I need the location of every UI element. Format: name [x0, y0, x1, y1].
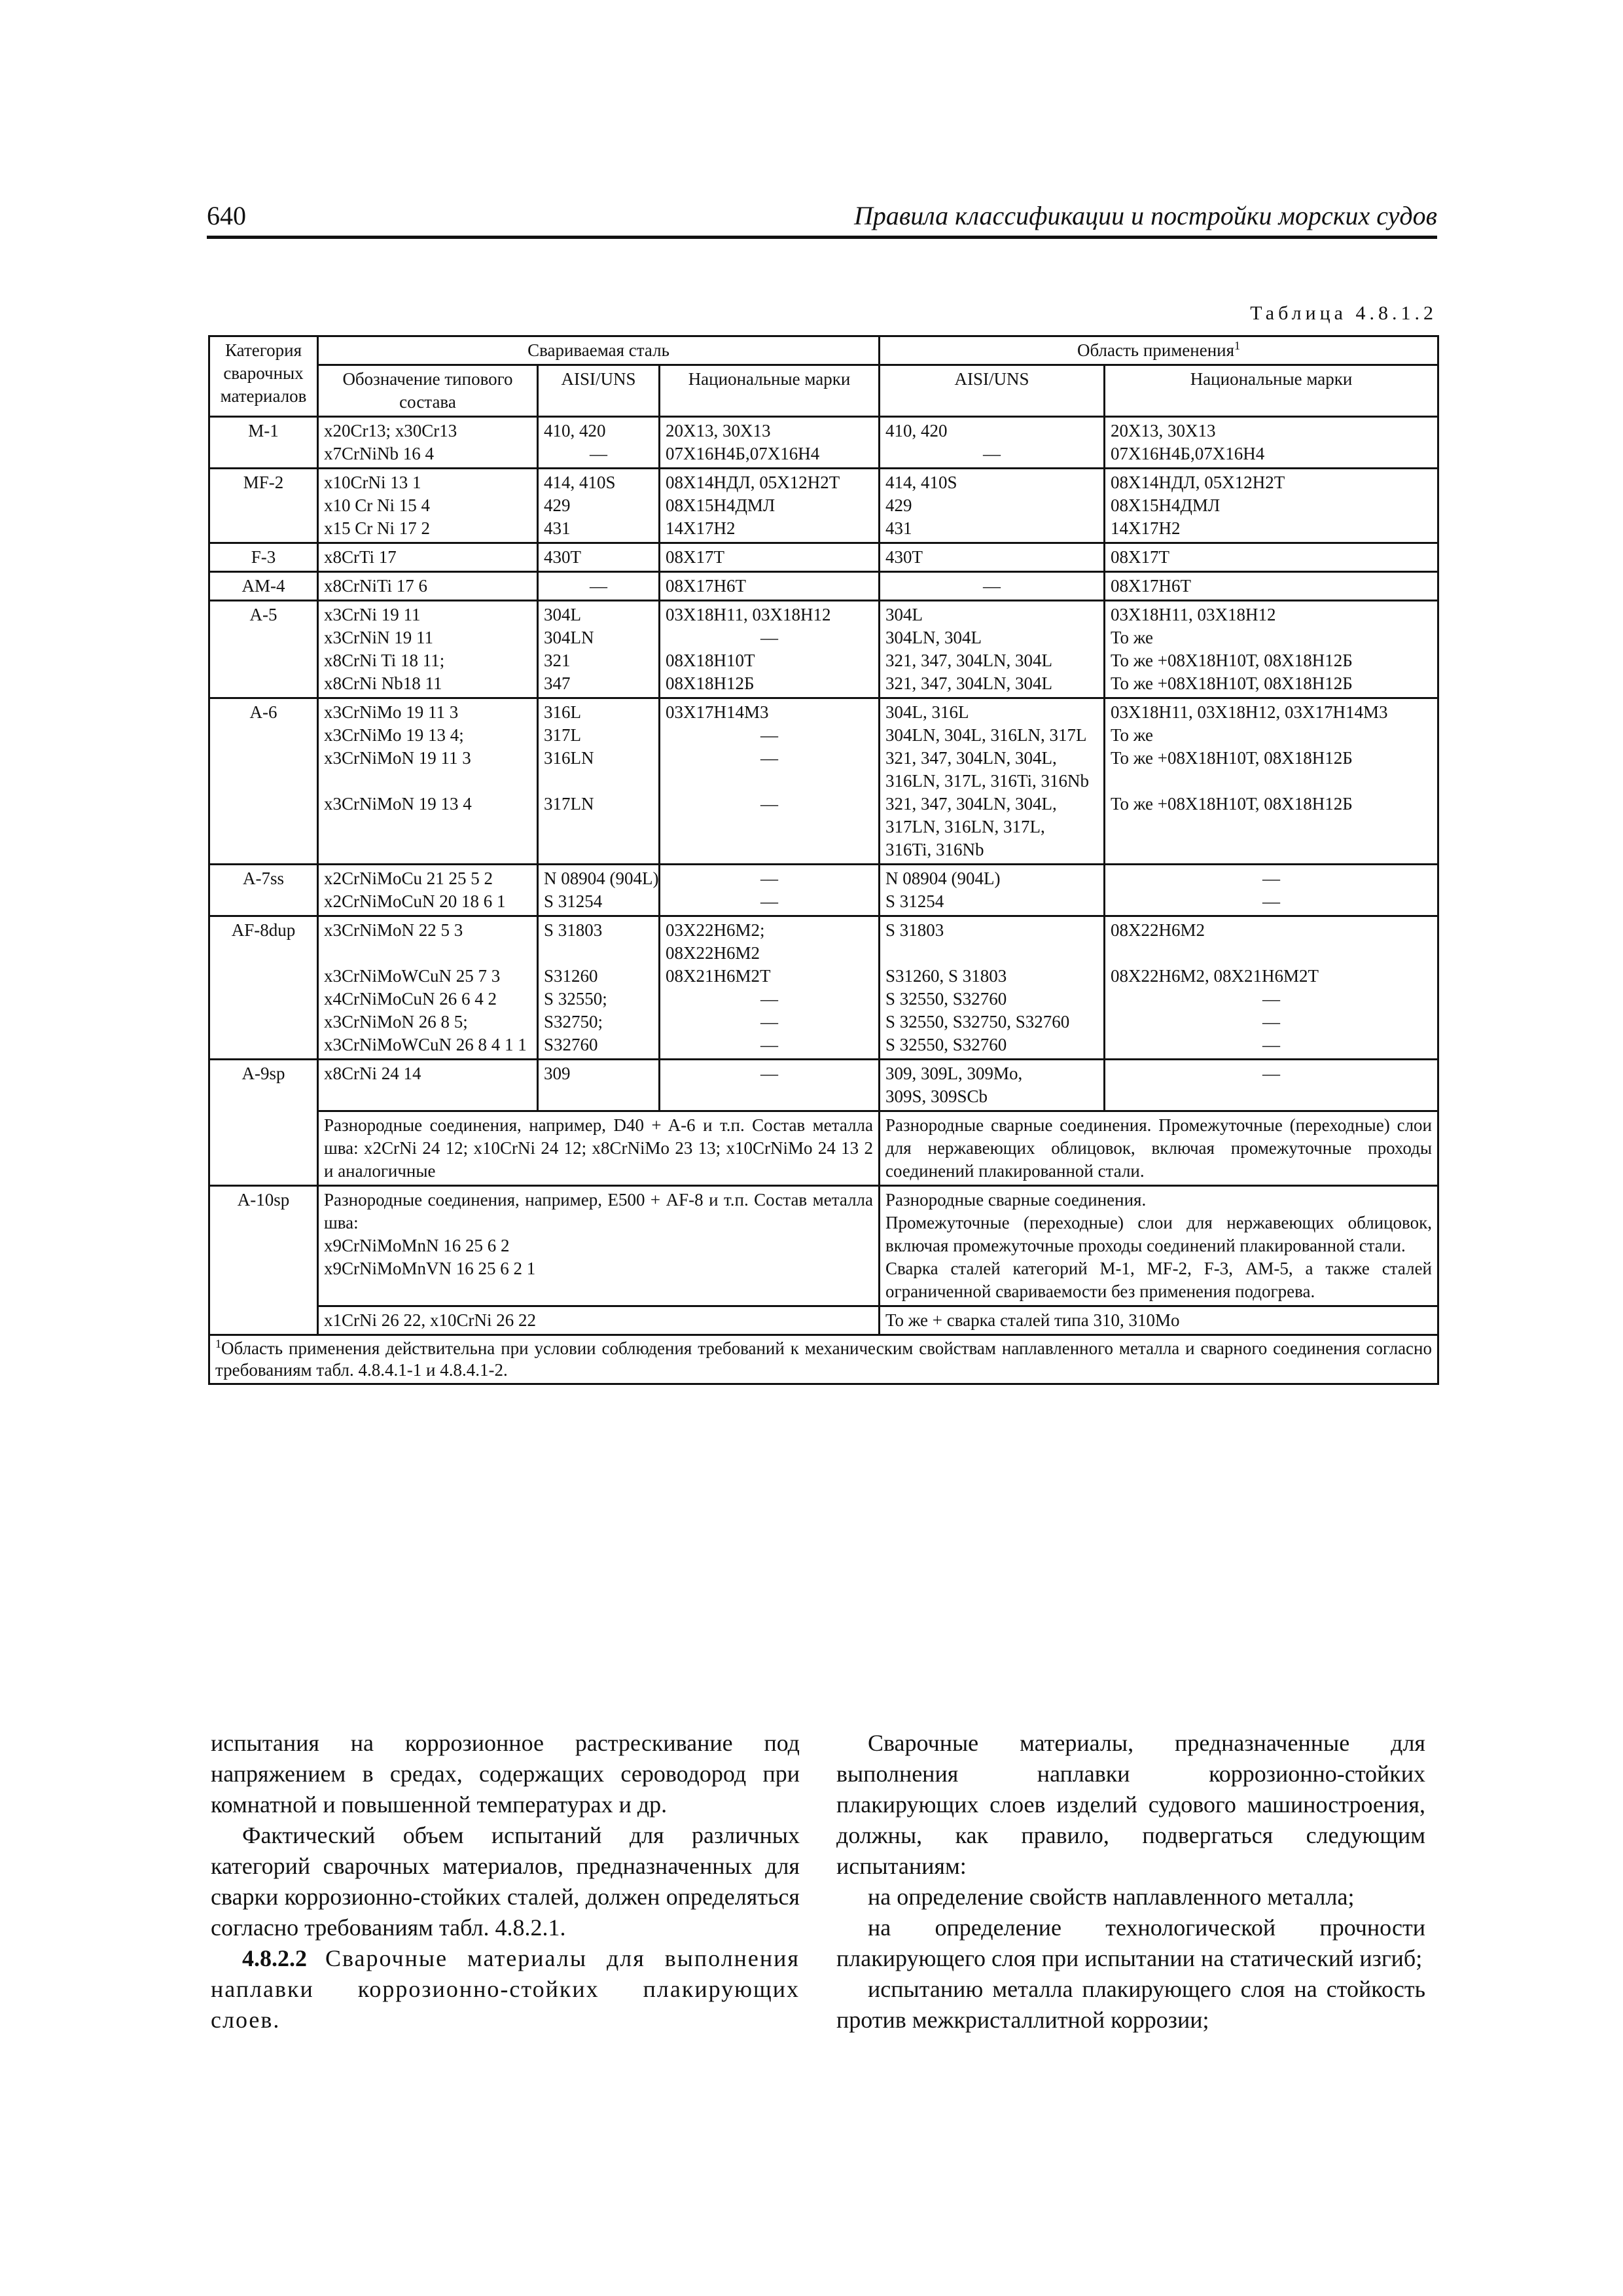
- cell-line: S 32550, S32760: [885, 1035, 1007, 1054]
- cell-line: S 32550, S32760: [885, 989, 1007, 1009]
- cell-line: То же: [1111, 725, 1153, 745]
- table-caption: Таблица 4.8.1.2: [1250, 302, 1437, 324]
- cell-line: 321, 347, 304LN, 304L,: [885, 794, 1057, 814]
- table-row: [209, 1111, 1438, 1186]
- cell-line: S32750;: [544, 1012, 603, 1031]
- cell-line: —: [760, 725, 778, 745]
- left-paragraph-2: Фактический объем испытаний для различных категорий сварочных материалов, предназначенных для сварки коррозионно-стойких сталей, должен определяться согласно требованиям табл. 4.8.2.1.: [211, 1822, 800, 1941]
- right-paragraph-1: Сварочные материалы, предназначенные для выполнения наплавки коррозионно-стойких плакирующих слоев изделий судового машиностроения, должны, как правило, подвергаться следующим испытаниям:: [836, 1730, 1425, 1879]
- cell-line: S 32550, S32750, S32760: [885, 1012, 1070, 1031]
- cell-line: x9CrNiMoMnN 16 25 6 2: [324, 1236, 510, 1255]
- cell-line: —: [1262, 1035, 1280, 1054]
- cell-line: —: [1262, 989, 1280, 1009]
- cell-line: 08Х15Н4ДМЛ: [1111, 495, 1221, 515]
- welding-materials-table: [208, 335, 1439, 1385]
- app-national-cell: [1105, 698, 1438, 865]
- cell-line: S 31803: [885, 920, 944, 940]
- category-cell: AM-4: [209, 572, 318, 601]
- footnote-mark: 1: [1234, 339, 1241, 352]
- cell-line: x3CrNiMoN 22 5 3: [324, 920, 463, 940]
- cell-line: 08Х17Т: [666, 547, 724, 567]
- cell-line: 08Х14НДЛ, 05Х12Н2Т: [666, 473, 840, 492]
- national-cell: [660, 601, 880, 698]
- cell-line: 431: [544, 518, 571, 538]
- category-cell: AF-8dup: [209, 916, 318, 1060]
- dissimilar-application-cell: Разнородные сварные соединения. Промежуточные (переходные) слои для нержавеющих облицовок, включая промежуточные проходы соединений плакированной стали.: [880, 1111, 1438, 1186]
- cell-line: [1111, 770, 1432, 793]
- cell-line: 07Х16Н4Б,07Х16Н4: [1111, 444, 1265, 463]
- category-cell: A-5: [209, 601, 318, 698]
- app-aisi-cell: [880, 865, 1105, 916]
- cell-line: 08Х22Н6М2: [1111, 920, 1205, 940]
- cell-line: [544, 816, 653, 838]
- cell-line: x20Cr13; x30Cr13: [324, 421, 457, 440]
- app-national-cell: [1105, 916, 1438, 1060]
- composition-cell: [318, 417, 538, 469]
- app-aisi-cell: [880, 601, 1105, 698]
- cell-line: 317L: [544, 725, 581, 745]
- composition-cell: [318, 865, 538, 916]
- cell-line: 321, 347, 304LN, 304L,: [885, 748, 1057, 768]
- header-welded-steel: Свариваемая сталь: [318, 336, 880, 365]
- table-row: [209, 916, 1438, 1060]
- cell-line: S 31803: [544, 920, 603, 940]
- cell-line: [324, 770, 531, 793]
- cell-line: 08Х22Н6М2: [666, 943, 760, 963]
- cell-line: 14Х17Н2: [1111, 518, 1181, 538]
- national-cell: [660, 469, 880, 543]
- cell-line: [666, 816, 873, 838]
- composition-cell: [318, 572, 538, 601]
- cell-line: x10CrNi 13 1: [324, 473, 421, 492]
- cell-line: x3CrNiMoWCuN 25 7 3: [324, 966, 501, 986]
- cell-line: [1111, 838, 1432, 861]
- cell-line: x15 Cr Ni 17 2: [324, 518, 430, 538]
- cell-line: 414, 410S: [544, 473, 616, 492]
- cell-line: [1111, 942, 1432, 965]
- app-aisi-cell: [880, 916, 1105, 1060]
- composition-cell: [318, 469, 538, 543]
- category-cell: MF-2: [209, 469, 318, 543]
- cell-line: 429: [885, 495, 912, 515]
- cell-line: То же: [1111, 628, 1153, 647]
- cell-line: —: [760, 794, 778, 814]
- cell-line: [885, 942, 1098, 965]
- cell-line: —: [983, 576, 1001, 596]
- cell-line: S 32550;: [544, 989, 607, 1009]
- cell-line: 430T: [885, 547, 923, 567]
- app-aisi-cell: [880, 572, 1105, 601]
- footnote-number: 1: [215, 1337, 221, 1350]
- cell-line: Сварка сталей категорий М-1, MF-2, F-3, АМ-5, а также сталей ограниченной свариваемости без применения подогрева.: [885, 1259, 1432, 1301]
- cell-line: —: [760, 989, 778, 1009]
- cell-line: Разнородные сварные соединения.: [885, 1190, 1147, 1210]
- right-paragraph-3: на определение технологической прочности плакирующего слоя при испытании на статический изгиб;: [836, 1914, 1425, 1971]
- cell-line: 304L, 316L: [885, 702, 969, 722]
- running-title: Правила классификации и постройки морских судов: [853, 201, 1437, 230]
- left-paragraph-3: [211, 1943, 800, 2036]
- app-aisi-cell: [880, 417, 1105, 469]
- cell-line: x8CrNiTi 17 6: [324, 576, 428, 596]
- cell-line: 08Х15Н4ДМЛ: [666, 495, 776, 515]
- cell-line: 03Х18Н11, 03Х18Н12: [666, 605, 831, 624]
- cell-line: x10 Cr Ni 15 4: [324, 495, 430, 515]
- cell-line: x3CrNiMoN 26 8 5;: [324, 1012, 468, 1031]
- cell-line: —: [760, 748, 778, 768]
- national-cell: [660, 698, 880, 865]
- cell-line: x2CrNiMoCuN 20 18 6 1: [324, 891, 506, 911]
- section-number: 4.8.2.2: [242, 1945, 307, 1971]
- cell-line: 309S, 309SCb: [885, 1086, 988, 1106]
- cell-line: —: [590, 576, 607, 596]
- cell-line: S32760: [544, 1035, 598, 1054]
- cell-line: 304LN, 304L, 316LN, 317L: [885, 725, 1087, 745]
- aisi-cell: [538, 417, 660, 469]
- aisi-cell: [538, 698, 660, 865]
- cell-line: 431: [885, 518, 912, 538]
- cell-line: 321, 347, 304LN, 304L: [885, 673, 1052, 693]
- cell-line: [666, 838, 873, 861]
- table-row: [209, 572, 1438, 601]
- cell-line: x4CrNiMoCuN 26 6 4 2: [324, 989, 497, 1009]
- app-national-cell: [1105, 469, 1438, 543]
- cell-line: [544, 838, 653, 861]
- national-cell: [660, 572, 880, 601]
- extra-application-cell: То же + сварка сталей типа 310, 310Mo: [880, 1306, 1438, 1335]
- aisi-cell: [538, 865, 660, 916]
- cell-line: x3CrNiMo 19 13 4;: [324, 725, 464, 745]
- table-row: [209, 865, 1438, 916]
- cell-line: 08Х17Н6Т: [1111, 576, 1191, 596]
- cell-line: [1111, 816, 1432, 838]
- table-row: [209, 601, 1438, 698]
- cell-line: x9CrNiMoMnVN 16 25 6 2 1: [324, 1259, 536, 1278]
- cell-line: [544, 770, 653, 793]
- cell-line: 08Х18Н12Б: [666, 673, 755, 693]
- header-type-composition: Обозначение типового состава: [318, 365, 538, 417]
- cell-line: —: [760, 1012, 778, 1031]
- cell-line: N 08904 (904L): [544, 869, 659, 888]
- cell-line: 08Х17Н6Т: [666, 576, 746, 596]
- table-row: [209, 417, 1438, 469]
- cell-line: 03Х22Н6М2;: [666, 920, 765, 940]
- cell-line: N 08904 (904L): [885, 869, 1001, 888]
- cell-line: —: [760, 1035, 778, 1054]
- composition-cell: [318, 916, 538, 1060]
- cell-line: [544, 942, 653, 965]
- app-national-cell: [1105, 865, 1438, 916]
- cell-line: x2CrNiMoCu 21 25 5 2: [324, 869, 493, 888]
- cell-line: 304LN: [544, 628, 594, 647]
- table-row: [209, 1186, 1438, 1306]
- page-number: 640: [207, 201, 246, 230]
- header-aisi-uns: AISI/UNS: [538, 365, 660, 417]
- cell-line: 410, 420: [544, 421, 606, 440]
- right-paragraph-4: испытанию металла плакирующего слоя на стойкость против межкристаллитной коррозии;: [836, 1976, 1425, 2033]
- cell-line: 347: [544, 673, 571, 693]
- cell-line: —: [1262, 891, 1280, 911]
- cell-line: 317LN, 316LN, 317L,: [885, 817, 1045, 836]
- cell-line: То же +08Х18Н10Т, 08Х18Н12Б: [1111, 794, 1353, 814]
- footnote-row: [209, 1335, 1438, 1384]
- app-aisi-cell: [880, 469, 1105, 543]
- cell-line: [666, 770, 873, 793]
- category-cell: A-10sp: [209, 1186, 318, 1335]
- cell-line: 20Х13, 30Х13: [1111, 421, 1216, 440]
- app-national-cell: [1105, 417, 1438, 469]
- cell-line: S31260, S 31803: [885, 966, 1007, 986]
- dissimilar-steel-cell: [318, 1186, 880, 1306]
- cell-line: 309: [544, 1064, 571, 1083]
- dissimilar-application-cell: [880, 1186, 1438, 1306]
- category-cell: F-3: [209, 543, 318, 572]
- cell-line: x8CrTi 17: [324, 547, 397, 567]
- cell-line: —: [590, 444, 607, 463]
- cell-line: 03Х18Н11, 03Х18Н12: [1111, 605, 1276, 624]
- composition-cell: [318, 543, 538, 572]
- cell-line: x3CrNiMoN 19 13 4: [324, 794, 472, 814]
- cell-line: Разнородные соединения, например, Е500 + AF-8 и т.п. Состав металла шва:: [324, 1190, 873, 1232]
- cell-line: —: [760, 891, 778, 911]
- table-row: [209, 1060, 1438, 1111]
- header-app-national-grades: Национальные марки: [1105, 365, 1438, 417]
- cell-line: 317LN: [544, 794, 594, 814]
- cell-line: То же +08Х18Н10Т, 08Х18Н12Б: [1111, 673, 1353, 693]
- app-national-cell: [1105, 572, 1438, 601]
- cell-line: 316LN, 317L, 316Ti, 316Nb: [885, 771, 1090, 791]
- cell-line: 429: [544, 495, 571, 515]
- cell-line: x3CrNiMoN 19 11 3: [324, 748, 471, 768]
- cell-line: —: [1262, 1064, 1280, 1083]
- right-column-text: [836, 1728, 1425, 2036]
- national-cell: [660, 865, 880, 916]
- cell-line: 414, 410S: [885, 473, 957, 492]
- left-paragraph-1: испытания на коррозионное растрескивание под напряжением в средах, содержащих сероводород при комнатной и повышенной температурах и др.: [211, 1730, 800, 1818]
- cell-line: x3CrNiMo 19 11 3: [324, 702, 459, 722]
- cell-line: 321, 347, 304LN, 304L: [885, 651, 1052, 670]
- app-national-cell: [1105, 543, 1438, 572]
- national-cell: [660, 916, 880, 1060]
- extra-steel-cell: x1CrNi 26 22, x10CrNi 26 22: [318, 1306, 880, 1335]
- cell-line: 321: [544, 651, 571, 670]
- aisi-cell: [538, 572, 660, 601]
- category-cell: A-9sp: [209, 1060, 318, 1186]
- cell-line: 316LN: [544, 748, 594, 768]
- page-header: [207, 198, 1437, 239]
- table-row: [209, 1306, 1438, 1335]
- cell-line: 316L: [544, 702, 581, 722]
- national-cell: [660, 543, 880, 572]
- app-aisi-cell: [880, 1060, 1105, 1111]
- cell-line: 309, 309L, 309Mo,: [885, 1064, 1023, 1083]
- footnote-text: Область применения действительна при условии соблюдения требований к механическим свойствам наплавленного металла и сварного соединения согласно требованиям табл. 4.8.4.1-1 и 4.8.4.1-2.: [215, 1338, 1432, 1380]
- cell-line: —: [760, 628, 778, 647]
- header-application-area: [880, 336, 1438, 365]
- cell-line: 304L: [544, 605, 581, 624]
- composition-cell: [318, 601, 538, 698]
- composition-cell: [318, 698, 538, 865]
- cell-line: x7CrNiNb 16 4: [324, 444, 434, 463]
- cell-line: —: [760, 1064, 778, 1083]
- aisi-cell: [538, 543, 660, 572]
- cell-line: x3CrNiMoWCuN 26 8 4 1 1: [324, 1035, 527, 1054]
- section-text: Сварочные материалы для выполнения наплавки коррозионно-стойких плакирующих слоев.: [211, 1945, 800, 2033]
- cell-line: 08Х14НДЛ, 05Х12Н2Т: [1111, 473, 1285, 492]
- category-cell: A-7ss: [209, 865, 318, 916]
- header-category: Категория сварочных материалов: [209, 336, 318, 417]
- cell-line: —: [983, 444, 1001, 463]
- cell-line: —: [1262, 869, 1280, 888]
- aisi-cell: [538, 916, 660, 1060]
- cell-line: 03Х17Н14М3: [666, 702, 769, 722]
- table-row: [209, 469, 1438, 543]
- dissimilar-steel-cell: Разнородные соединения, например, D40 + A-6 и т.п. Состав металла шва: x2CrNi 24 12; x10CrNi 24 12; x8CrNiMo 23 13; x10CrNiMo 24 13 2 и аналогичные: [318, 1111, 880, 1186]
- app-national-cell: [1105, 1060, 1438, 1111]
- cell-line: x3CrNiN 19 11: [324, 628, 433, 647]
- cell-line: То же +08Х18Н10Т, 08Х18Н12Б: [1111, 651, 1353, 670]
- cell-line: —: [1262, 1012, 1280, 1031]
- composition-cell: [318, 1060, 538, 1111]
- national-cell: [660, 1060, 880, 1111]
- header-app-aisi-uns: AISI/UNS: [880, 365, 1105, 417]
- national-cell: [660, 417, 880, 469]
- cell-line: 316Ti, 316Nb: [885, 840, 984, 859]
- cell-line: 08Х18Н10Т: [666, 651, 755, 670]
- cell-line: 08Х17Т: [1111, 547, 1169, 567]
- table-row: [209, 543, 1438, 572]
- app-aisi-cell: [880, 698, 1105, 865]
- cell-line: 08Х21Н6М2Т: [666, 966, 771, 986]
- cell-line: [324, 838, 531, 861]
- cell-line: Промежуточные (переходные) слои для нержавеющих облицовок, включая промежуточные проходы соединений плакированной стали.: [885, 1213, 1432, 1255]
- aisi-cell: [538, 601, 660, 698]
- cell-line: 14Х17Н2: [666, 518, 736, 538]
- cell-line: S 31254: [885, 891, 944, 911]
- aisi-cell: [538, 469, 660, 543]
- category-cell: A-6: [209, 698, 318, 865]
- cell-line: 304L: [885, 605, 923, 624]
- aisi-cell: [538, 1060, 660, 1111]
- cell-line: 20Х13, 30Х13: [666, 421, 771, 440]
- table-footnote: [209, 1335, 1438, 1384]
- cell-line: [324, 942, 531, 965]
- cell-line: x8CrNi Nb18 11: [324, 673, 442, 693]
- cell-line: 430T: [544, 547, 581, 567]
- cell-line: x8CrNi Ti 18 11;: [324, 651, 445, 670]
- left-column-text: [211, 1728, 800, 2036]
- cell-line: То же +08Х18Н10Т, 08Х18Н12Б: [1111, 748, 1353, 768]
- header-national-grades: Национальные марки: [660, 365, 880, 417]
- cell-line: 07Х16Н4Б,07Х16Н4: [666, 444, 820, 463]
- category-cell: M-1: [209, 417, 318, 469]
- cell-line: 410, 420: [885, 421, 948, 440]
- app-aisi-cell: [880, 543, 1105, 572]
- cell-line: S 31254: [544, 891, 603, 911]
- cell-line: S31260: [544, 966, 598, 986]
- table-row: [209, 698, 1438, 865]
- right-paragraph-2: на определение свойств наплавленного металла;: [868, 1884, 1355, 1910]
- cell-line: x3CrNi 19 11: [324, 605, 421, 624]
- header-application-area-label: Область применения: [1077, 340, 1235, 360]
- cell-line: 08Х22Н6М2, 08Х21Н6М2Т: [1111, 966, 1319, 986]
- cell-line: —: [760, 869, 778, 888]
- cell-line: 03Х18Н11, 03Х18Н12, 03Х17Н14М3: [1111, 702, 1388, 722]
- cell-line: [324, 816, 531, 838]
- cell-line: x8CrNi 24 14: [324, 1064, 421, 1083]
- app-national-cell: [1105, 601, 1438, 698]
- cell-line: 304LN, 304L: [885, 628, 982, 647]
